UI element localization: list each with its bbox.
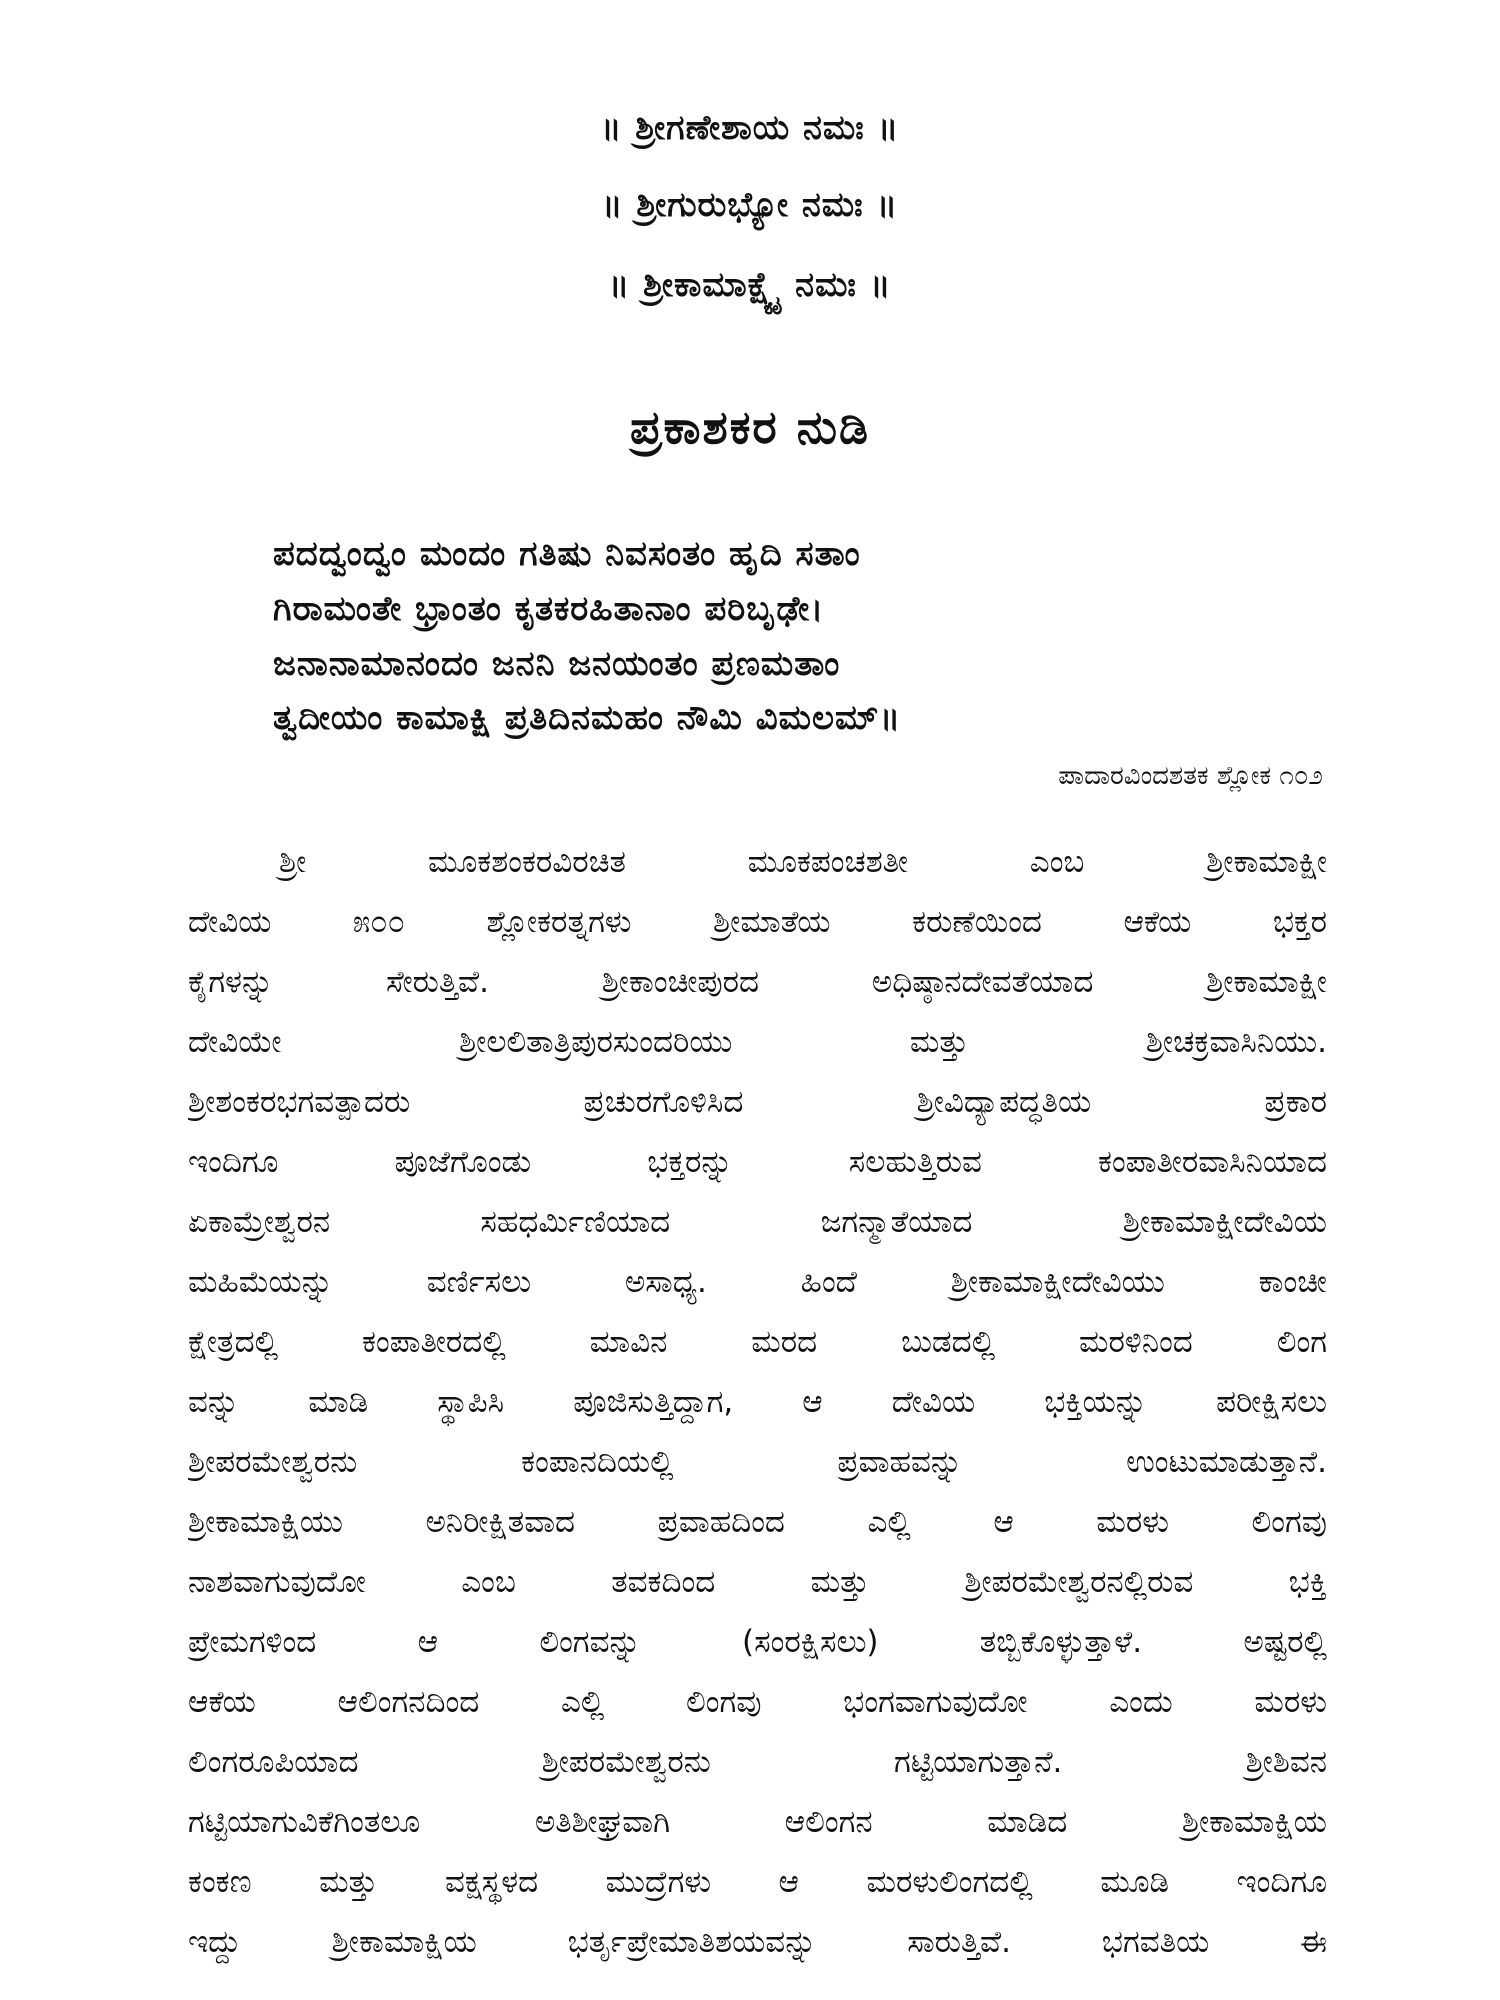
body-line: ಇಂದಿಗೂ ಪೂಜೆಗೊಂಡು ಭಕ್ತರನ್ನು ಸಲಹುತ್ತಿರುವ ಕಂಪಾತೀರವಾಸಿನಿಯಾದ bbox=[188, 1144, 1327, 1180]
verse-line: ತ್ವದೀಯಂ ಕಾಮಾಕ್ಷಿ ಪ್ರತಿದಿನಮಹಂ ನೌಮಿ ವಿಮಲಮ್॥ bbox=[273, 698, 902, 738]
body-line: ನಾಶವಾಗುವುದೋ ಎಂಬ ತವಕದಿಂದ ಮತ್ತು ಶ್ರೀಪರಮೇಶ್ವರನಲ್ಲಿರುವ ಭಕ್ತಿ bbox=[188, 1564, 1327, 1600]
invocation-line: ॥ ಶ್ರೀಗುರುಭ್ಯೋ ನಮಃ ॥ bbox=[601, 185, 899, 225]
verse-attribution: ಪಾದಾರವಿಂದಶತಕ ಶ್ಲೋಕ ೧೦೨ bbox=[1058, 761, 1323, 791]
body-line: ಮಹಿಮೆಯನ್ನು ವರ್ಣಿಸಲು ಅಸಾಧ್ಯ. ಹಿಂದೆ ಶ್ರೀಕಾಮಾಕ್ಷೀದೇವಿಯು ಕಾಂಚೀ bbox=[188, 1264, 1327, 1300]
body-line: ಶ್ರೀಪರಮೇಶ್ವರನು ಕಂಪಾನದಿಯಲ್ಲಿ ಪ್ರವಾಹವನ್ನು ಉಂಟುಮಾಡುತ್ತಾನೆ. bbox=[188, 1444, 1327, 1480]
body-line: ಏಕಾಮ್ರೇಶ್ವರನ ಸಹಧರ್ಮಿಣಿಯಾದ ಜಗನ್ಮಾತೆಯಾದ ಶ್ರೀಕಾಮಾಕ್ಷೀದೇವಿಯ bbox=[188, 1204, 1327, 1240]
body-line: ಶ್ರೀಶಂಕರಭಗವತ್ಪಾದರು ಪ್ರಚುರಗೊಳಿಸಿದ ಶ್ರೀವಿದ್ಯಾಪದ್ಧತಿಯ ಪ್ರಕಾರ bbox=[188, 1084, 1327, 1120]
body-line: ದೇವಿಯೇ ಶ್ರೀಲಲಿತಾತ್ರಿಪುರಸುಂದರಿಯು ಮತ್ತು ಶ್ರೀಚಕ್ರವಾಸಿನಿಯು. bbox=[188, 1024, 1327, 1060]
body-line: ಪ್ರೇಮಗಳಿಂದ ಆ ಲಿಂಗವನ್ನು (ಸಂರಕ್ಷಿಸಲು) ತಬ್ಬಿಕೊಳ್ಳುತ್ತಾಳೆ. ಅಷ್ಟರಲ್ಲಿ bbox=[188, 1624, 1327, 1660]
body-line: ಗಟ್ಟಿಯಾಗುವಿಕೆಗಿಂತಲೂ ಅತಿಶೀಘ್ರವಾಗಿ ಆಲಿಂಗನ ಮಾಡಿದ ಶ್ರೀಕಾಮಾಕ್ಷಿಯ bbox=[188, 1804, 1327, 1840]
body-line: ದೇವಿಯ ೫೦೦ ಶ್ಲೋಕರತ್ನಗಳು ಶ್ರೀಮಾತೆಯ ಕರುಣೆಯಿಂದ ಆಕೆಯ ಭಕ್ತರ bbox=[188, 904, 1327, 940]
body-paragraph bbox=[188, 832, 1327, 1972]
body-line: ಕೈಗಳನ್ನು ಸೇರುತ್ತಿವೆ. ಶ್ರೀಕಾಂಚೀಪುರದ ಅಧಿಷ್ಠಾನದೇವತೆಯಾದ ಶ್ರೀಕಾಮಾಕ್ಷೀ bbox=[188, 964, 1327, 1000]
body-line: ಕಂಕಣ ಮತ್ತು ವಕ್ಷಸ್ಥಳದ ಮುದ್ರೆಗಳು ಆ ಮರಳುಲಿಂಗದಲ್ಲಿ ಮೂಡಿ ಇಂದಿಗೂ bbox=[188, 1864, 1327, 1900]
body-line: ವನ್ನು ಮಾಡಿ ಸ್ಥಾಪಿಸಿ ಪೂಜಿಸುತ್ತಿದ್ದಾಗ, ಆ ದೇವಿಯ ಭಕ್ತಿಯನ್ನು ಪರೀಕ್ಷಿಸಲು bbox=[188, 1384, 1327, 1420]
body-line: ಇದ್ದು ಶ್ರೀಕಾಮಾಕ್ಷಿಯ ಭರ್ತೃಪ್ರೇಮಾತಿಶಯವನ್ನು ಸಾರುತ್ತಿವೆ. ಭಗವತಿಯ ಈ bbox=[188, 1924, 1327, 1960]
verse-line: ಪದದ್ವಂದ್ವಂ ಮಂದಂ ಗತಿಷು ನಿವಸಂತಂ ಹೃದಿ ಸತಾಂ bbox=[273, 534, 861, 574]
body-line: ಶ್ರೀಕಾಮಾಕ್ಷಿಯು ಅನಿರೀಕ್ಷಿತವಾದ ಪ್ರವಾಹದಿಂದ ಎಲ್ಲಿ ಆ ಮರಳು ಲಿಂಗವು bbox=[188, 1504, 1327, 1540]
invocation-line: ॥ ಶ್ರೀಕಾಮಾಕ್ಷ್ಯೈ ನಮಃ ॥ bbox=[608, 265, 892, 305]
body-line: ಆಕೆಯ ಆಲಿಂಗನದಿಂದ ಎಲ್ಲಿ ಲಿಂಗವು ಭಂಗವಾಗುವುದೋ ಎಂದು ಮರಳು bbox=[188, 1684, 1327, 1720]
body-line: ಕ್ಷೇತ್ರದಲ್ಲಿ ಕಂಪಾತೀರದಲ್ಲಿ ಮಾವಿನ ಮರದ ಬುಡದಲ್ಲಿ ಮರಳಿನಿಂದ ಲಿಂಗ bbox=[188, 1324, 1327, 1360]
verse-line: ಜನಾನಾಮಾನಂದಂ ಜನನಿ ಜನಯಂತಂ ಪ್ರಣಮತಾಂ bbox=[273, 644, 841, 684]
verse-line: ಗಿರಾಮಂತೇ ಭ್ರಾಂತಂ ಕೃತಕರಹಿತಾನಾಂ ಪರಿಬೃಢೇ। bbox=[273, 589, 825, 629]
body-line: ಲಿಂಗರೂಪಿಯಾದ ಶ್ರೀಪರಮೇಶ್ವರನು ಗಟ್ಟಿಯಾಗುತ್ತಾನೆ. ಶ್ರೀಶಿವನ bbox=[188, 1744, 1327, 1780]
invocation-line: ॥ ಶ್ರೀಗಣೇಶಾಯ ನಮಃ ॥ bbox=[600, 108, 900, 148]
page-title: ಪ್ರಕಾಶಕರ ನುಡಿ bbox=[630, 400, 870, 454]
body-line: ಶ್ರೀ ಮೂಕಶಂಕರವಿರಚಿತ ಮೂಕಪಂಚಶತೀ ಎಂಬ ಶ್ರೀಕಾಮಾಕ್ಷೀ bbox=[279, 844, 1327, 880]
